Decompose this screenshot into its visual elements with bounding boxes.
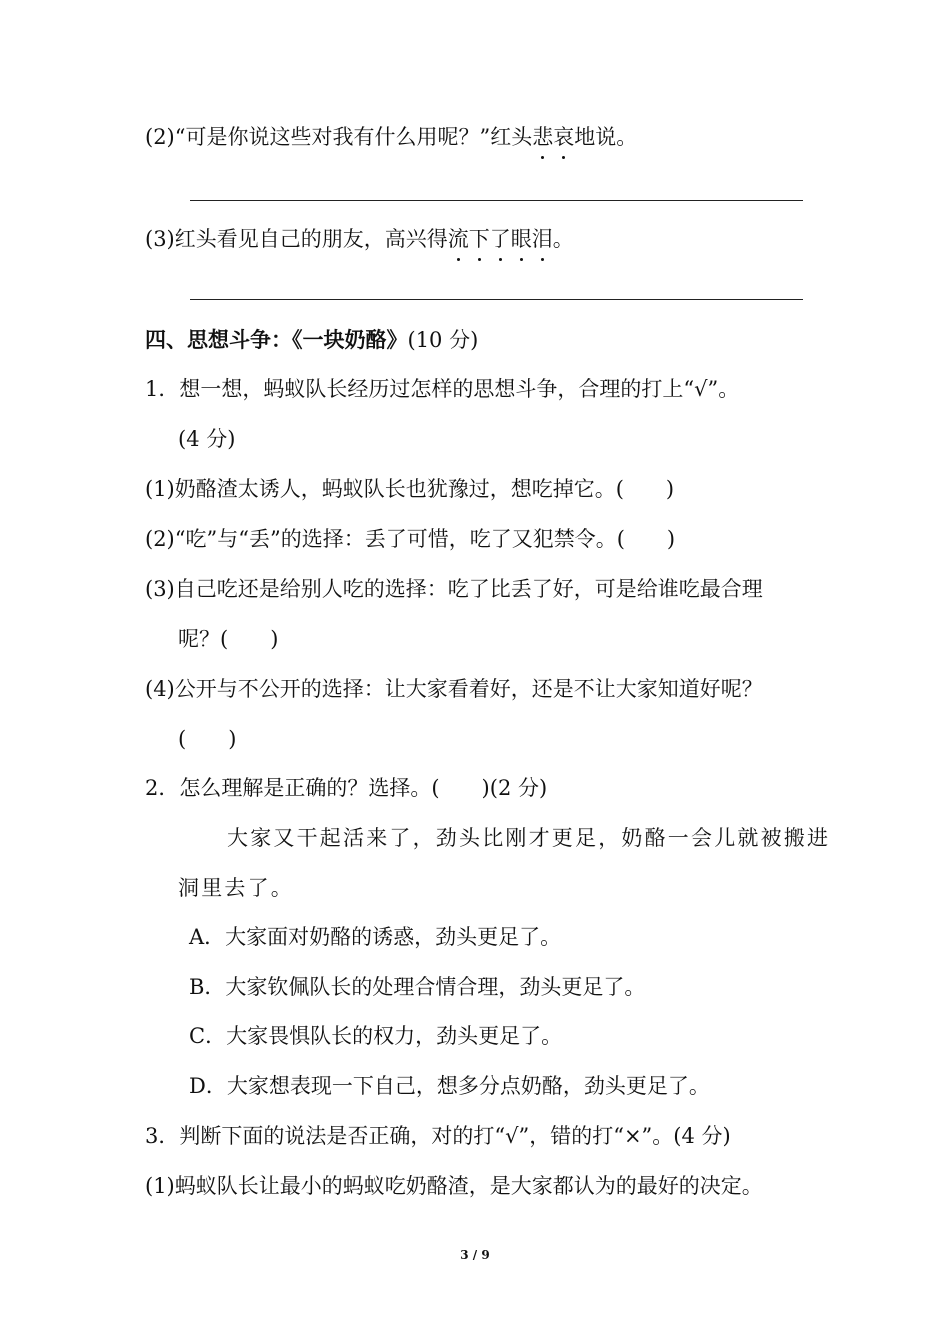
passage-line-1: 大家又干起活来了，劲头比刚才更足，奶酪一会儿就被搬进 [227,826,831,850]
question-3-stem: 3．判断下面的说法是否正确，对的打“√”，错的打“×”。(4 分) [145,1124,731,1148]
question-1-item-4: (4)公开与不公开的选择：让大家看着好，还是不让大家知道好呢？ [145,677,763,701]
question-1-item-4-cont: ( ) [178,727,237,751]
question-2-stem: 2．怎么理解是正确的？选择。( )(2 分) [145,776,548,800]
dotted-char: 泪 [532,224,553,254]
sentence-text: (3)红头看见自己的朋友，高兴得 [145,227,448,251]
question-1-item-3-cont: 呢？( ) [178,627,279,651]
section-title: 四、思想斗争：《一块奶酪》 [145,327,408,352]
option-b[interactable]: B．大家钦佩队长的处理合情合理，劲头更足了。 [189,975,646,999]
section-heading [145,325,478,355]
dotted-char: 下 [469,224,490,254]
question-3-item-1: (1)蚂蚁队长让最小的蚂蚁吃奶酪渣，是大家都认为的最好的决定。 [145,1174,763,1198]
question-1-stem: 1．想一想，蚂蚁队长经历过怎样的思想斗争，合理的打上“√”。 [145,377,740,401]
dotted-char: 了 [490,224,511,254]
question-1-item-3: (3)自己吃还是给别人吃的选择：吃了比丢了好，可是给谁吃最合理 [145,577,763,601]
answer-line[interactable] [190,200,803,201]
question-1-score: (4 分) [178,427,236,451]
question-1-item-1: (1)奶酪渣太诱人，蚂蚁队长也犹豫过，想吃掉它。( ) [145,477,675,501]
dotted-char: 悲 [532,122,553,152]
sentence-text: (2)“可是你说这些对我有什么用呢？”红头 [145,125,533,149]
dotted-char: 眼 [511,224,532,254]
sentence-text: 。 [552,227,574,251]
option-d[interactable]: D．大家想表现一下自己，想多分点奶酪，劲头更足了。 [189,1074,710,1098]
q-sentence-2 [145,122,637,152]
passage-line-2: 洞里去了。 [178,876,294,900]
option-a[interactable]: A．大家面对奶酪的诱惑，劲头更足了。 [189,925,562,949]
page-number: 3 / 9 [460,1248,490,1262]
option-c[interactable]: C．大家畏惧队长的权力，劲头更足了。 [189,1024,563,1048]
question-1-item-2: (2)“吃”与“丢”的选择：丢了可惜，吃了又犯禁令。( ) [145,527,676,551]
sentence-text: 地说。 [574,125,638,149]
answer-line[interactable] [190,299,803,300]
q-sentence-3 [145,224,574,254]
section-score: (10 分) [407,328,479,352]
dotted-char: 哀 [553,122,574,152]
dotted-char: 流 [448,224,469,254]
